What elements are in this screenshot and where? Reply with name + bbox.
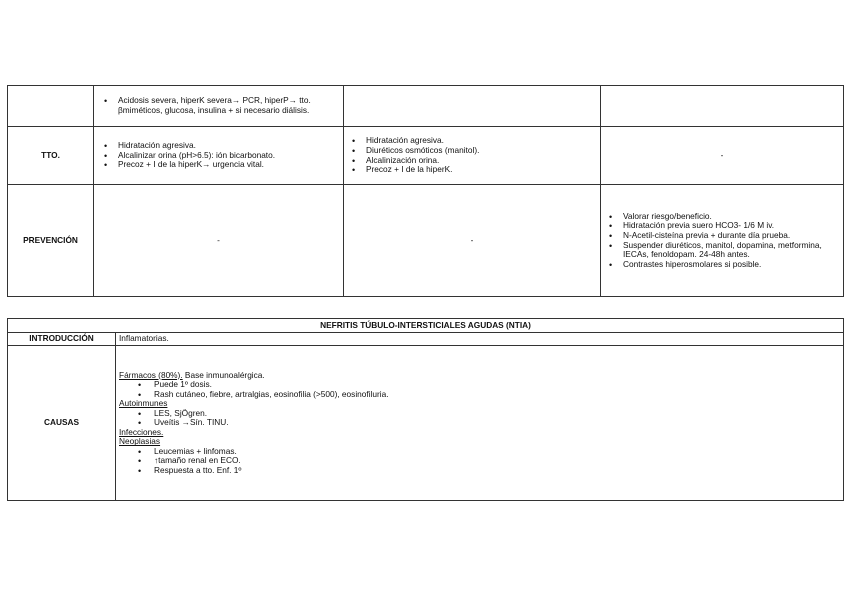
infecciones-heading: Infecciones. bbox=[119, 426, 164, 437]
list-item: • Uveítis →Sín. TINU. bbox=[116, 418, 843, 428]
autoinmunes-heading: Autoinmunes bbox=[119, 398, 168, 409]
list-item: • Hidratación agresiva. bbox=[96, 141, 343, 151]
ntia-table bbox=[7, 318, 844, 501]
cell bbox=[116, 346, 844, 501]
cell bbox=[601, 185, 844, 297]
farmacos-heading: Fármacos (80%). Base inmunoalérgica. bbox=[119, 369, 265, 380]
row-label-prevencion: PREVENCIÓN bbox=[8, 185, 94, 297]
list-item: • LES, SjÖgren. bbox=[116, 409, 843, 419]
table-row bbox=[8, 346, 844, 501]
row-label-empty bbox=[8, 86, 94, 127]
table-row bbox=[8, 86, 844, 127]
list-item: • Precoz + I de la hiperK. bbox=[344, 165, 600, 175]
list-item: • Suspender diuréticos, manitol, dopamina, metformina, IECAs, fenoldopam. 24-48h antes. bbox=[601, 241, 843, 260]
list-item: • Leucemias + linfomas. bbox=[116, 447, 843, 457]
table-row bbox=[8, 319, 844, 333]
row-label-causas: CAUSAS bbox=[8, 346, 116, 501]
table-row bbox=[8, 127, 844, 185]
treatment-table bbox=[7, 85, 844, 297]
cell bbox=[344, 127, 601, 185]
list-item: • Diuréticos osmóticos (manitol). bbox=[344, 146, 600, 156]
list-item: • Hidratación agresiva. bbox=[344, 136, 600, 146]
cell bbox=[344, 86, 601, 127]
table-row bbox=[8, 333, 844, 346]
cell: - bbox=[344, 185, 601, 297]
list-item: • Hidratación previa suero HCO3- 1/6 M iv. bbox=[601, 221, 843, 231]
cell: - bbox=[94, 185, 344, 297]
list-item: • Acidosis severa, hiperK severa→ PCR, hiperP→ tto. βmiméticos, glucosa, insulina + si necesario diálisis. bbox=[96, 96, 343, 115]
neoplasias-heading: Neoplasias bbox=[119, 436, 161, 447]
cell bbox=[601, 86, 844, 127]
list-item: • Precoz + I de la hiperK→ urgencia vital. bbox=[96, 160, 343, 170]
table-title: NEFRITIS TÚBULO-INTERSTICIALES AGUDAS (NTIA) bbox=[8, 319, 844, 333]
cell: Inflamatorias. bbox=[116, 333, 844, 346]
row-label-introduccion: INTRODUCCIÓN bbox=[8, 333, 116, 346]
list-item: • Valorar riesgo/beneficio. bbox=[601, 212, 843, 222]
list-item: • Alcalinización orina. bbox=[344, 156, 600, 166]
list-item: • Contrastes hiperosmolares si posible. bbox=[601, 260, 843, 270]
cell bbox=[94, 86, 344, 127]
list-item: • Puede 1º dosis. bbox=[116, 380, 843, 390]
list-item: • Alcalinizar orina (pH>6.5): ión bicarbonato. bbox=[96, 151, 343, 161]
list-item: • Rash cutáneo, fiebre, artralgias, eosinofilia (>500), eosinofiluria. bbox=[116, 390, 843, 400]
list-item: • ↑tamaño renal en ECO. bbox=[116, 456, 843, 466]
list-item: • N-Acetil-cisteína previa + durante día prueba. bbox=[601, 231, 843, 241]
row-label-tto: TTO. bbox=[8, 127, 94, 185]
list-item: • Respuesta a tto. Enf. 1º bbox=[116, 466, 843, 476]
table-row bbox=[8, 185, 844, 297]
cell bbox=[94, 127, 344, 185]
cell: - bbox=[601, 127, 844, 185]
